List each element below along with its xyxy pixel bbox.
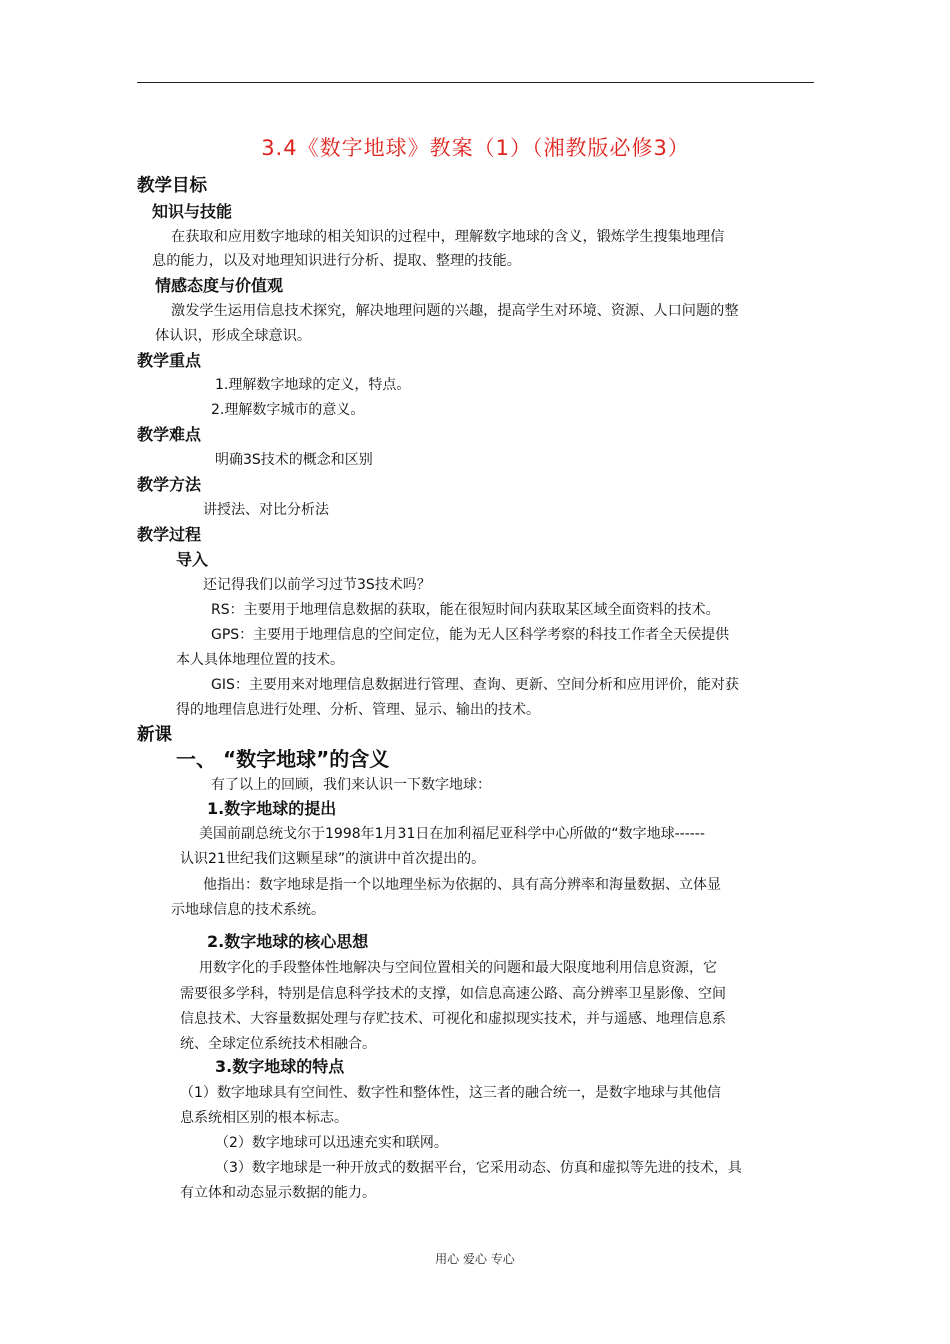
key-point-1: 1.理解数字地球的定义，特点。 [215,377,411,393]
gis-definition-2: 得的地理信息进行处理、分析、管理、显示、输出的技术。 [176,702,540,718]
proposal-line-2: 认识21世纪我们这颗星球”的演讲中首次提出的。 [180,851,486,867]
feature-2: （2）数字地球可以迅速充实和联网。 [215,1135,448,1151]
heading-method: 教学方法 [137,475,202,494]
heading-difficulty: 教学难点 [137,425,202,444]
gps-definition-1: GPS：主要用于地理信息的空间定位，能为无人区科学考察的科技工作者全天侯提供 [211,627,730,643]
feature-3-line-2: 有立体和动态显示数据的能力。 [180,1185,376,1201]
attitude-line-2: 体认识，形成全球意识。 [155,328,312,344]
heading-new-lesson: 新课 [137,725,172,745]
feature-1-line-1: （1）数字地球具有空间性、数字性和整体性，这三者的融合统一，是数字地球与其他信 [180,1085,721,1101]
proposal-line-1: 美国前副总统戈尔于1998年1月31日在加利福尼亚科学中心所做的“数字地球------ [199,826,705,842]
rs-definition: RS：主要用于地理信息数据的获取，能在很短时间内获取某区域全面资料的技术。 [211,602,720,618]
difficulty-text: 明确3S技术的概念和区别 [215,452,373,468]
core-idea-line-4: 统、全球定位系统技术相融合。 [180,1036,376,1052]
intro-question: 还记得我们以前学习过节3S技术吗？ [203,577,431,593]
proposal-line-3: 他指出：数字地球是指一个以地理坐标为依据的、具有高分辨率和海量数据、立体显 [203,877,721,893]
key-point-2: 2.理解数字城市的意义。 [211,402,365,418]
gis-definition-1: GIS：主要用来对地理信息数据进行管理、查询、更新、空间分析和应用评价，能对获 [211,677,739,693]
core-idea-line-3: 信息技术、大容量数据处理与存贮技术、可视化和虚拟现实技术，并与遥感、地理信息系 [180,1011,726,1027]
heading-core-idea: 2.数字地球的核心思想 [207,932,369,951]
heading-features: 3.数字地球的特点 [215,1057,345,1076]
heading-intro: 导入 [176,550,209,569]
heading-process: 教学过程 [137,525,202,544]
feature-3-line-1: （3）数字地球是一种开放式的数据平台，它采用动态、仿真和虚拟等先进的技术，具 [215,1160,742,1176]
heading-key-points: 教学重点 [137,351,202,370]
header-rule [137,82,814,83]
heading-knowledge: 知识与技能 [152,202,233,221]
review-text: 有了以上的回顾，我们来认识一下数字地球： [211,777,491,793]
attitude-line-1: 激发学生运用信息技术探究，解决地理问题的兴趣，提高学生对环境、资源、人口问题的整 [171,303,739,319]
gps-definition-2: 本人具体地理位置的技术。 [176,652,344,668]
proposal-line-4: 示地球信息的技术系统。 [171,902,325,918]
heading-objectives: 教学目标 [137,176,207,196]
heading-part-1: 一、 “数字地球”的含义 [176,747,390,771]
knowledge-line-1: 在获取和应用数字地球的相关知识的过程中，理解数字地球的含义，锻炼学生搜集地理信 [171,229,725,245]
heading-proposal: 1.数字地球的提出 [207,799,337,818]
core-idea-line-2: 需要很多学科，特别是信息科学技术的支撑，如信息高速公路、高分辨率卫星影像、空间 [180,986,726,1002]
core-idea-line-1: 用数字化的手段整体性地解决与空间位置相关的问题和最大限度地利用信息资源，它 [199,960,717,976]
method-text: 讲授法、对比分析法 [203,502,329,518]
heading-attitude: 情感态度与价值观 [155,276,284,295]
knowledge-line-2: 息的能力，以及对地理知识进行分析、提取、整理的技能。 [152,253,521,269]
feature-1-line-2: 息系统相区别的根本标志。 [180,1110,348,1126]
page-footer: 用心 爱心 专心 [435,1252,515,1266]
document-title: 3.4《数字地球》教案（1）（湘教版必修3） [261,136,690,160]
